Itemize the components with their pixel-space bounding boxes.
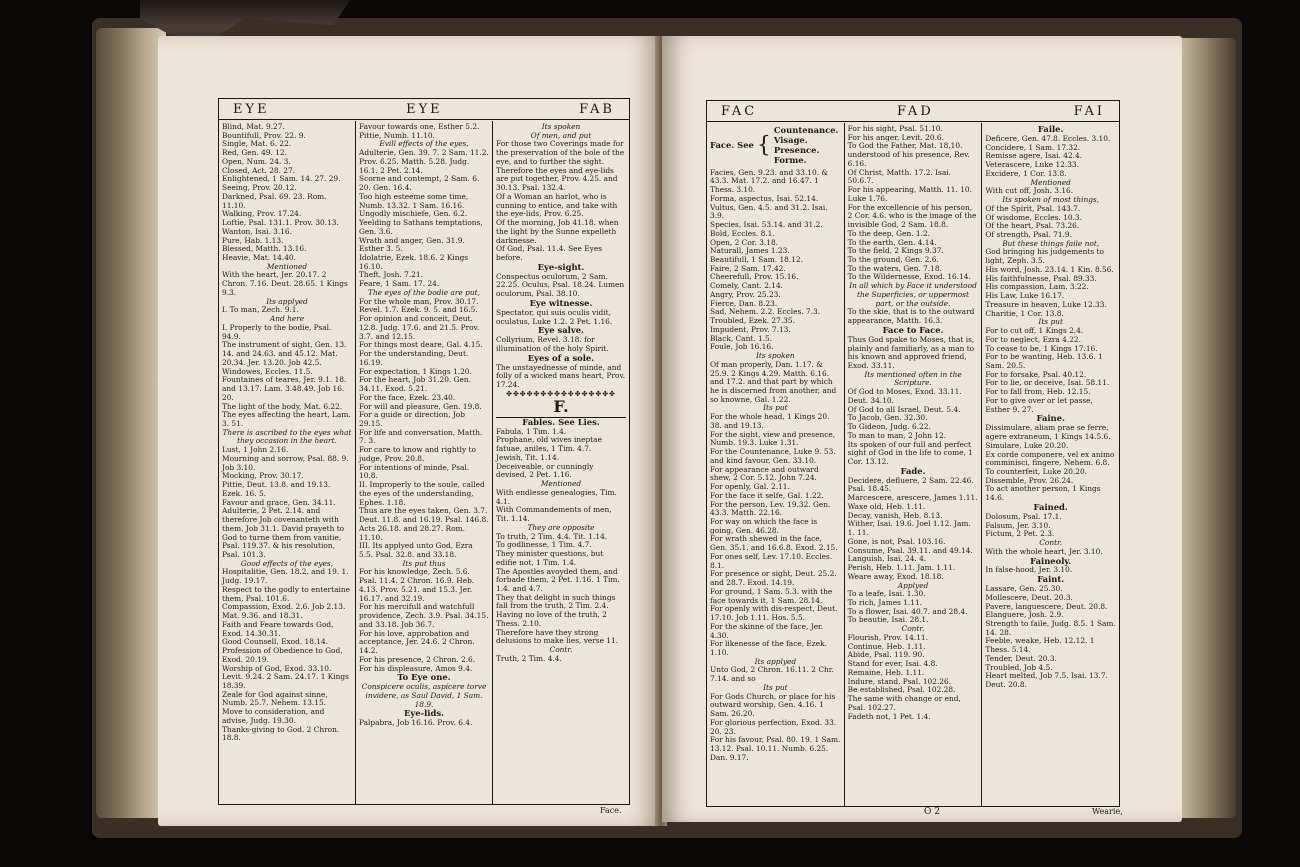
index-entry: Forma, aspectus, Isai. 52.14. bbox=[710, 193, 819, 203]
index-entry: To the ground, Gen. 2.6. bbox=[847, 255, 939, 265]
index-entry: To the earth, Gen. 4.14. bbox=[847, 237, 937, 247]
entry-subheading: Mentioned bbox=[266, 261, 308, 271]
entry-heading: Face to Face. bbox=[882, 324, 944, 335]
index-entry: Thus are the eyes taken, Gen. 3.7. Deut. 11.8. and 16.19. Psal. 146.8. Acts 26.18. and 28.27. Rom. 11.10. bbox=[359, 506, 489, 542]
index-entry: Walking, Prov. 17.24. bbox=[222, 209, 302, 219]
index-entry: Ex corde componere, vel ex animo comminisci, fingere, Nehem. 6.8. bbox=[985, 449, 1115, 468]
index-entry: Foule, Job 16.16. bbox=[710, 342, 774, 352]
index-entry: Palpabra, Job 16.16. Prov. 6.4. bbox=[359, 718, 473, 728]
header-word-1: EYE bbox=[233, 101, 270, 117]
index-entry: His word, Josh. 23.14. 1 Kin. 8.56. bbox=[985, 264, 1114, 274]
index-entry: Wither, Isai. 19.6. Joel 1.12. Jam. 1. 11. bbox=[847, 519, 971, 538]
index-entry: Red, Gen. 49. 12. bbox=[222, 148, 287, 158]
index-entry: Languish, Isai. 24. 4. bbox=[847, 554, 927, 564]
left-running-header bbox=[219, 99, 629, 120]
index-entry: Fictum, 2 Pet. 2.3. bbox=[985, 529, 1055, 539]
entry-subheading: Its mentioned often in the Scripture. bbox=[864, 369, 962, 388]
index-entry: The eyes affecting the heart, Lam. 3. 51. bbox=[222, 410, 351, 428]
face-ref: Countenance. bbox=[773, 125, 839, 135]
entry-subheading: Its applyed bbox=[266, 296, 308, 306]
index-entry: To the skie, that is to the outward appearance, Matth. 16.3. bbox=[847, 307, 975, 326]
entry-subheading: Its spoken bbox=[756, 351, 795, 361]
index-entry: Bold, Eccles. 8.1. bbox=[710, 228, 775, 238]
index-entry: Of God to Moses, Exod. 33.11. Deut. 34.10. bbox=[847, 387, 962, 405]
entry-subheading: Mentioned bbox=[1030, 177, 1071, 187]
header-word-1: FAC bbox=[721, 103, 758, 119]
index-entry: Darkned, Psal. 69. 23. Rom. 11.10. bbox=[222, 191, 327, 210]
index-entry: Feeble, weake, Heb. 12.12. 1 Thess. 5.14. bbox=[985, 636, 1095, 655]
right-page bbox=[662, 36, 1182, 822]
index-entry: Consume, Psal. 39.11. and 49.14. bbox=[847, 545, 973, 555]
index-entry: The unstayednesse of minde, and folly of a wicked mans heart, Prov. 17.24. bbox=[496, 362, 626, 389]
index-entry: Abide, Psal. 119. 90. bbox=[847, 650, 925, 660]
index-entry: To God the Father, Mat. 18.10. understood of his presence, Rev. 6.16. bbox=[847, 141, 970, 168]
index-entry: With the whole heart, Jer. 3.10. bbox=[985, 546, 1103, 556]
signature-mark: O 2 bbox=[924, 807, 940, 817]
index-entry: Perish, Heb. 1.11. Jam. 1.11. bbox=[847, 563, 956, 573]
index-entry: Marcescere, arescere, James 1.11. bbox=[847, 493, 978, 503]
index-entry: With cut off, Josh. 3.16. bbox=[985, 186, 1074, 196]
index-entry: For to lie, or deceive, Isai. 58.11. bbox=[985, 378, 1110, 388]
index-entry: To act another person, 1 Kings 14.6. bbox=[985, 484, 1101, 503]
index-entry: With the heart, Jer. 20.17. 2 Chron. 7.16. Deut. 28.65. 1 Kings 9.3. bbox=[222, 270, 348, 297]
index-entry: Strength to faile, Judg. 8.5. 1 Sam. 14. 28. bbox=[985, 618, 1116, 637]
entry-subheading: Its spoken of most things, bbox=[1002, 195, 1100, 205]
index-entry: Of the morning, Job 41.18. when the light by the Sunne expelleth darknesse. bbox=[496, 218, 619, 245]
index-entry: Decay, vanish, Heb. 8.13. bbox=[847, 510, 943, 520]
section-letter: F. bbox=[553, 396, 569, 416]
index-entry: Good Counsell, Exod. 18.14. bbox=[222, 637, 329, 647]
index-entry: Charitie, 1 Cor. 13.8. bbox=[985, 308, 1064, 318]
index-entry: Thus God spake to Moses, that is, plainly and familiarly, as a man to his known and approved friend, Exod. 33.11. bbox=[847, 334, 975, 370]
index-entry: To truth, 2 Tim. 4.4. Tit. 1.14. bbox=[496, 531, 608, 541]
index-entry: To Jacob, Gen. 32.30. bbox=[847, 413, 928, 423]
index-entry: For the excellencie of his person, 2 Cor. 4.6. who is the image of the invisible God, 2 Sam. 18.8. bbox=[847, 202, 977, 230]
entry-subheading: Contr. bbox=[901, 624, 925, 634]
index-entry: Fadeth not, 1 Pet. 1.4. bbox=[847, 711, 931, 721]
index-entry: Impudent, Prov. 7.13. bbox=[710, 324, 791, 334]
index-entry: Wanton, Isai. 3.16. bbox=[222, 226, 292, 236]
index-entry: Cheerefull, Prov. 15.16. bbox=[710, 272, 799, 282]
left-page-frame bbox=[218, 98, 630, 805]
index-entry: For his mercifull and watchfull providence, Zech. 3.9. Psal. 34.15. and 33.18. Job 36.7. bbox=[359, 602, 489, 629]
index-entry: Open, 2 Cor. 3.18. bbox=[710, 237, 779, 247]
index-entry: For his presence, 2 Chron. 2.6. bbox=[359, 654, 476, 664]
index-entry: Sad, Nehem. 2.2. Eccles. 7.3. bbox=[710, 307, 821, 317]
index-entry: Of strength, Psal. 71.9. bbox=[985, 229, 1072, 239]
index-entry: For Gods Church, or place for his outward worship, Gen. 4.16. 1 Sam. 26.20. bbox=[710, 691, 836, 719]
index-entry: Mollescere, Deut. 20.3. bbox=[985, 592, 1073, 602]
entry-heading: Fade. bbox=[900, 465, 926, 476]
entry-subheading: There is ascribed to the eyes what they occasion in the heart. bbox=[222, 427, 352, 446]
index-entry: For will and pleasure, Gen. 19.8. bbox=[359, 401, 482, 411]
header-word-3: FAI bbox=[1073, 103, 1105, 119]
index-entry: Prophane, old wives ineptae fatuae, aniles, 1 Tim. 4.7. bbox=[496, 435, 602, 454]
index-entry: Jewish, Tit. 1.14. bbox=[496, 452, 560, 462]
index-entry: Hospitalitie, Gen. 18.2. and 19. 1. Judg. 19.17. bbox=[222, 567, 349, 586]
index-entry: For his favour, Psal. 80. 19. 1 Sam. 13.12. Psal. 10.11. Numb. 6.25. Dan. 9.17. bbox=[710, 735, 841, 762]
index-entry: Unto God, 2 Chron. 16.11. 2 Chr. 7.14. and so bbox=[710, 665, 834, 684]
index-entry: For life and conversation, Matth. 7. 3. bbox=[359, 427, 483, 446]
index-entry: Indure, stand, Psal. 102.26. bbox=[847, 676, 952, 686]
index-entry: For intentions of minde, Psal. 10.8. bbox=[359, 462, 470, 481]
face-ref: Forme. bbox=[773, 154, 807, 165]
index-entry: Respect to the godly to entertaine them, Psal. 101.6. bbox=[222, 584, 350, 603]
index-entry: For openly with dis-respect, Deut. 17.10. Job 1.11. Hos. 5.5. bbox=[710, 604, 838, 623]
index-entry: Comely, Cant. 2.14. bbox=[710, 281, 784, 291]
entry-subheading: Its put thus bbox=[402, 558, 446, 568]
entry-subheading: Of men, and put bbox=[530, 130, 592, 140]
index-entry: They that delight in such things fall from the truth, 2 Tim. 2.4. bbox=[496, 592, 616, 611]
right-running-header bbox=[707, 101, 1119, 122]
index-entry: Ungodly mischiefe, Gen. 6.2. bbox=[359, 209, 468, 219]
index-entry: Falsum, Jer. 3.10. bbox=[985, 520, 1051, 530]
entry-subheading: The eyes of the bodie are put, bbox=[368, 287, 480, 297]
index-entry: Heavie, Mat. 14.40. bbox=[222, 253, 296, 263]
index-entry: To beautie, Isai. 28.1. bbox=[847, 615, 929, 625]
index-entry: To a flower, Isai. 40.7. and 28.4. bbox=[847, 606, 968, 616]
face-ref: Presence. bbox=[773, 144, 820, 155]
index-entry: To rich, James 1.11. bbox=[847, 598, 923, 607]
index-entry: For way on which the face is going, Gen. 46.28. bbox=[710, 517, 818, 535]
face-heading-word: Face. See bbox=[710, 139, 754, 150]
index-entry: For to cut off, 1 Kings 2.4. bbox=[985, 326, 1084, 336]
entry-subheading: Its applyed bbox=[754, 656, 797, 666]
index-entry: For things most deare, Gal. 4.15. bbox=[359, 340, 483, 350]
face-heading bbox=[710, 126, 841, 166]
index-entry: For to be wanting, Heb. 13.6. 1 Sam. 20.5. bbox=[985, 352, 1103, 370]
index-entry: Truth, 2 Tim. 4.4. bbox=[496, 653, 562, 663]
index-entry: To the deep, Gen. 1.2. bbox=[847, 228, 931, 238]
right-column-1 bbox=[707, 123, 845, 806]
index-entry: For those two Coverings made for the preservation of the bole of the eye, and to further the sight. Therefore the eyes and eye-lids are put together, Prov. 4.25. and 30.13. Psal. 132.4. bbox=[496, 139, 625, 193]
index-entry: Remaine, Heb. 1.11. bbox=[847, 667, 925, 677]
index-entry: Open, Num. 24. 3. bbox=[222, 156, 291, 166]
index-entry: For likenesse of the face, Ezek. 1.10. bbox=[710, 639, 827, 658]
entry-heading: Eye-sight. bbox=[537, 261, 585, 272]
index-entry: Mourning and sorrow, Psal. 88. 9. Job 3.10. bbox=[222, 453, 349, 472]
index-entry: Blind, Mat. 9.27. bbox=[222, 122, 285, 131]
index-entry: They minister questions, but edifie not, 1 Tim. 1.4. bbox=[496, 549, 604, 567]
entry-heading: Fables. See Lies. bbox=[522, 416, 600, 427]
index-entry: Lust, 1 John 2.16. bbox=[222, 445, 289, 455]
index-entry: For the heart, Job 31.20. Gen. 34.11. Exod. 5.21. bbox=[359, 375, 471, 394]
index-entry: Pittie, Numb. 11.10. bbox=[359, 130, 435, 140]
entry-subheading: Its put bbox=[1038, 317, 1063, 327]
entry-subheading: Mentioned bbox=[540, 479, 582, 489]
index-entry: Lassare, Gen. 25.30. bbox=[985, 584, 1063, 594]
index-entry: Scorne and contempt, 2 Sam. 6. 20. Gen. 16.4. bbox=[359, 174, 480, 193]
index-entry: God bringing his judgements to light, Zeph. 3.5. bbox=[985, 247, 1104, 266]
index-entry: Conspectus oculorum, 2 Sam. 22.25. Oculus, Psal. 18.24. Lumen oculorum, Psal. 38.10. bbox=[496, 271, 625, 299]
entry-subheading: And here bbox=[269, 314, 305, 324]
index-entry: Thanks-giving to God, 2 Chron. 18.8. bbox=[222, 724, 340, 743]
index-entry: Pittie, Deut. 13.8. and 19.13. Ezek. 16. 5. bbox=[222, 480, 331, 498]
index-entry: For the understanding, Deut. 16.19. bbox=[359, 349, 469, 367]
entry-heading: Faine. bbox=[1036, 413, 1065, 424]
index-entry: For the face it selfe, Gal. 1.22. bbox=[710, 490, 824, 500]
index-entry: Black, Cant. 1.5. bbox=[710, 333, 773, 343]
entry-subheading: Contr. bbox=[1039, 538, 1063, 548]
index-entry: For the Countenance, Luke 9. 53. and kind favour, Gen. 33.10. bbox=[710, 447, 836, 465]
brace-icon: { bbox=[756, 132, 771, 158]
right-page-frame bbox=[706, 100, 1120, 807]
index-entry: To cease to be, 1 Kings 17.16. bbox=[985, 343, 1098, 353]
index-entry: For his appearing, Matth. 11. 10. Luke 1.76. bbox=[847, 185, 972, 203]
index-entry: Excidere, 1 Cor. 13.8. bbox=[985, 168, 1067, 178]
index-entry: Remisse agere, Isai. 42.4. bbox=[985, 151, 1083, 161]
index-entry: To man to man, 2 John 12. bbox=[847, 430, 947, 440]
index-entry: Continue, Heb. 1.11. bbox=[847, 641, 926, 651]
index-entry: The instrument of sight, Gen. 13. 14. and 24.63. and 45.12. Mat. 20.34. Jer. 13.20. Job 42.5. bbox=[222, 340, 347, 367]
entry-subheading: Good effects of the eyes, bbox=[240, 558, 334, 568]
left-page bbox=[158, 36, 660, 826]
index-entry: Pure, Hab. 1.13. bbox=[222, 235, 284, 245]
right-catchword: Wearie, bbox=[1092, 807, 1123, 816]
index-entry: Dolosum, Psal. 17.1. bbox=[985, 511, 1062, 521]
index-entry: For appearance and outward shew, 2 Cor. 5.12. John 7.24. bbox=[710, 464, 819, 483]
index-entry: Deficere, Gen. 47.8. Eccles. 3.10. bbox=[985, 133, 1111, 143]
index-entry: Wrath and anger, Gen. 31.9. Esther 3. 5. bbox=[359, 235, 465, 254]
index-entry: Troubled, Job 4.5. bbox=[985, 662, 1053, 672]
entry-subheading: Applyed bbox=[897, 580, 929, 590]
left-columns bbox=[219, 121, 629, 804]
left-column-1 bbox=[219, 121, 356, 804]
index-entry: For his displeasure, Amos 9.4. bbox=[359, 663, 473, 673]
index-entry: For his anger, Levit. 20.6. bbox=[847, 132, 944, 142]
index-entry: Adulterie, 2 Pet. 2.14. and therefore Job covenanteth with them, Job 31.1. David prayeth to God to turne them from vanitie, Psal. 119.37. & his resolution, Psal. 101.3. bbox=[222, 506, 345, 559]
index-entry: Faire, 2 Sam. 17.42. bbox=[710, 263, 786, 273]
index-entry: Too high esteeme some time, Numb. 13.32. 1 Sam. 16.16. bbox=[359, 191, 469, 210]
index-entry: For presence or sight, Deut. 25.2. and 28.7. Exod. 14.19. bbox=[710, 569, 837, 588]
index-entry: To counterfeit, Luke 20.20. bbox=[985, 466, 1088, 476]
index-entry: Closed, Act. 28. 27. bbox=[222, 165, 296, 175]
entry-subheading: They are opposite bbox=[527, 522, 595, 532]
index-entry: Enlightened, 1 Sam. 14. 27. 29. bbox=[222, 174, 341, 184]
index-entry: Its spoken of our full and perfect sight of God in the life to come, 1 Cor. 13.12. bbox=[847, 439, 973, 467]
index-entry: Elanguere, Josh. 2.9. bbox=[985, 610, 1064, 620]
index-entry: Bountifull, Prov. 22. 9. bbox=[222, 130, 306, 140]
index-entry: Weare away, Exod. 18.18. bbox=[847, 571, 944, 581]
index-entry: To godlinesse, 1 Tim. 4.7. bbox=[496, 540, 592, 550]
left-column-2 bbox=[356, 121, 493, 804]
index-entry: Favour and grace, Gen. 34.11. bbox=[222, 497, 336, 507]
ornament-row: ✤✤✤✤✤✤✤✤✤✤✤✤✤✤✤✤ bbox=[506, 389, 616, 398]
index-entry: Pavere, languescere, Deut. 20.8. bbox=[985, 601, 1108, 611]
index-entry: Seeing, Prov. 20.12. bbox=[222, 183, 297, 193]
index-entry: His compassion, Lam. 3.22. bbox=[985, 282, 1089, 292]
index-entry: For care to know and rightly to judge, Prov. 20.8. bbox=[359, 445, 476, 463]
index-entry: Faith and Feare towards God, Exod. 14.30.31. bbox=[222, 619, 334, 638]
header-word-3: FAB bbox=[579, 101, 615, 117]
index-entry: Single, Mat. 6. 22. bbox=[222, 139, 292, 149]
face-heading-refs bbox=[774, 126, 839, 166]
entry-subheading: In all which by Face it understood the Superficies, or uppermost part, or the outside. bbox=[849, 281, 977, 308]
entry-heading: Faint. bbox=[1037, 574, 1065, 585]
index-entry: For glorious perfection, Exod. 33. 20. 23. bbox=[710, 717, 837, 736]
index-entry: Fabula, 1 Tim. 1.4. bbox=[496, 426, 567, 436]
index-entry: I. To man, Zech. 9.1. bbox=[222, 305, 299, 315]
index-entry: Spectator, qui suis oculis vidit, oculatus, Luke 1.2. 2 Pet. 1.16. bbox=[496, 307, 613, 326]
index-entry: To the Wildernesse, Exod. 16.14. bbox=[847, 272, 971, 282]
entry-heading: Faineoly. bbox=[1030, 555, 1072, 566]
right-columns bbox=[707, 123, 1119, 806]
index-entry: Fountaines of teares, Jer. 9.1. 18. and 13.17. Lam. 3.48.49. Job 16. 20. bbox=[222, 375, 347, 402]
index-entry: With endlesse genealogies, Tim. 4.1. bbox=[496, 487, 617, 506]
index-entry: For the person, Lev. 19.32. Gen. 43.3. Matth. 22.16. bbox=[710, 499, 831, 518]
index-entry: Worship of God, Exod. 33.10. Levit. 9.24. 2 Sam. 24.17. 1 Kings 18.39. bbox=[222, 663, 349, 690]
entry-subheading: Its spoken bbox=[541, 122, 581, 131]
index-entry: Yeelding to Sathans temptations, Gen. 3.6. bbox=[359, 218, 483, 236]
index-entry: Of Christ, Matth. 17.2. Isai. 50.6.7. bbox=[847, 167, 951, 186]
right-column-2 bbox=[845, 123, 983, 806]
index-entry: For a guide or direction, Job 29.15. bbox=[359, 410, 465, 428]
entry-subheading: Its put bbox=[763, 682, 788, 692]
entry-subheading: Its put bbox=[763, 403, 788, 413]
entry-heading: To Eye one. bbox=[397, 672, 451, 683]
index-entry: For wrath shewed in the face, Gen. 35.1. and 16.6.8. Exod. 2.15. bbox=[710, 534, 838, 553]
entry-heading: Eye witnesse. bbox=[529, 297, 593, 308]
index-entry: Heart melted, Job 7.5. Isai. 13.7. Deut. 20.8. bbox=[985, 671, 1108, 690]
index-entry: Be established, Psal. 102.28. bbox=[847, 685, 956, 695]
index-entry: Of the Spirit, Psal. 143.7. bbox=[985, 203, 1081, 213]
index-entry: For to neglect, Ezra 4.22. bbox=[985, 334, 1081, 344]
index-entry: Feare, 1 Sam. 17. 24. bbox=[359, 279, 440, 289]
header-word-2: EYE bbox=[406, 101, 443, 117]
index-entry: Of God, Psal. 11.4. See Eyes before. bbox=[496, 244, 603, 263]
index-entry: Move to consideration, and advise, Judg. 19.30. bbox=[222, 707, 325, 725]
entry-subheading: Conspicere oculis, aspicere torve invidere, as Saul David, 1 Sam. 18.9. bbox=[361, 682, 487, 709]
index-entry: Species, Isai. 53.14. and 31.2. bbox=[710, 220, 823, 230]
index-entry: Profession of Obedience to God, Exod. 20.19. bbox=[222, 646, 343, 664]
index-entry: To the waters, Gen. 7.18. bbox=[847, 263, 942, 273]
index-entry: Troubled, Ezek. 27.35. bbox=[710, 316, 795, 326]
index-entry: Gone, is not, Psal. 103.16. bbox=[847, 536, 946, 546]
index-entry: For his sight, Psal. 51.10. bbox=[847, 124, 943, 133]
index-entry: To Gideon, Judg. 6.22. bbox=[847, 422, 931, 432]
index-entry: For to forsake, Psal. 40.12. bbox=[985, 369, 1087, 379]
index-entry: His Law, Luke 16.17. bbox=[985, 291, 1065, 301]
index-entry: Waxe old, Heb. 1.11. bbox=[847, 501, 926, 511]
index-entry: II. Improperly to the soule, called the eyes of the understanding, Ephes. 1.18. bbox=[359, 480, 485, 507]
index-entry: Favour towards one, Esther 5.2. bbox=[359, 122, 480, 131]
index-entry: Therefore have they strong delusions to make lies, verse 11. bbox=[496, 627, 619, 646]
index-entry: Blessed, Matth. 13.16. bbox=[222, 244, 307, 254]
entry-heading: Eyes of a sole. bbox=[527, 352, 595, 363]
index-entry: For the whole man, Prov. 30.17. Revel. 1.7. Ezek. 9. 5. and 16.5. bbox=[359, 296, 479, 315]
index-entry: For ground, 1 Sam. 5.3. with the face towards it, 1 Sam. 28.14. bbox=[710, 586, 833, 605]
index-entry: Loftie, Psal. 131.1. Prov. 30.13. bbox=[222, 218, 339, 228]
index-entry: To a leafe, Isai. 1.30. bbox=[847, 589, 926, 599]
index-entry: His faithfulnesse, Psal. 89.33. bbox=[985, 273, 1097, 283]
index-entry: Of God to all Israel, Deut. 5.4. bbox=[847, 404, 961, 414]
index-entry: Collyrium, Revel. 3.18. for illumination of the holy Spirit. bbox=[496, 335, 609, 353]
index-entry: Fierce, Dan. 8.23. bbox=[710, 298, 778, 308]
index-entry: The same with change or end, Psal. 102.27. bbox=[847, 694, 961, 712]
index-entry: Of man properly, Dan. 1.17. & 25.9. 2 Kings 4.29. Matth. 6.16. and 17.2. and that part by which he is discerned from another, and so knowne, Gal. 1.22. bbox=[710, 359, 837, 404]
index-entry: Theft, Josh. 7.21. bbox=[359, 270, 423, 280]
index-entry: Stand for ever, Isai. 4.8. bbox=[847, 659, 938, 669]
entry-subheading: Contr. bbox=[549, 645, 573, 655]
index-entry: Concidere, 1 Sam. 17.32. bbox=[985, 142, 1081, 152]
index-entry: For to fall from, Heb. 12.15. bbox=[985, 387, 1091, 397]
index-entry: Tender, Deut. 20.3. bbox=[985, 653, 1057, 663]
header-word-2: FAD bbox=[897, 103, 934, 119]
entry-heading: Eye-lids. bbox=[404, 708, 444, 719]
index-entry: For the face, Ezek. 23.40. bbox=[359, 392, 456, 402]
index-entry: I. Properly to the bodie, Psal. 94.9. bbox=[222, 322, 332, 341]
entry-subheading: Evill effects of the eyes, bbox=[379, 139, 469, 149]
entry-subheading: But these things faile not, bbox=[1002, 238, 1100, 248]
entry-heading: Eye salve. bbox=[538, 325, 584, 336]
index-entry: Compassion, Exod. 2.6. Job 2.13. Mat. 9.36. and 18.31. bbox=[222, 602, 346, 621]
entry-heading: Fained. bbox=[1033, 501, 1068, 512]
index-entry: Adulterie, Gen. 39. 7. 2 Sam. 11.2. Prov. 6.25. Matth. 5.28. Judg. 16.1. 2 Pet. 2.14. bbox=[359, 148, 489, 175]
index-entry: Vultus, Gen. 4.5. and 31.2. Isai. 3.9. bbox=[710, 202, 828, 221]
right-column-1-entries bbox=[710, 169, 841, 763]
index-entry: Angry, Prov. 25.23. bbox=[710, 289, 781, 299]
right-column-3 bbox=[982, 123, 1119, 806]
index-entry: The Apostles avoyded them, and forbade them, 2 Pet. 1.16. 1 Tim. 1.4. and 4.7. bbox=[496, 566, 620, 593]
left-catchword: Face. bbox=[600, 806, 622, 815]
index-entry: With Commandements of men, Tit. 1.14. bbox=[496, 505, 612, 524]
index-entry: Of a Woman an harlot, who is cunning to entice, and take with the eye-lids, Prov. 6.25. bbox=[496, 191, 618, 219]
index-entry: For to give over or let passe, Esther 9. 27. bbox=[985, 395, 1093, 414]
index-entry: For the whole head, 1 Kings 20. 38. and 19.13. bbox=[710, 412, 830, 430]
index-entry: For his knowledge, Zech. 5.6. Psal. 11.4. 2 Chron. 16.9. Heb. 4.13. Prov. 5.21. and 15.3. Jer. 16.17. and 32.19. bbox=[359, 567, 475, 603]
index-entry: For the sight, view and presence, Numb. 19.3. Luke 1.31. bbox=[710, 429, 836, 448]
face-ref: Visage. bbox=[773, 134, 808, 145]
index-entry: Idolatrie, Ezek. 18.6. 2 Kings 16.10. bbox=[359, 253, 469, 271]
index-entry: Having no love of the truth, 2 Thess. 2.10. bbox=[496, 610, 607, 628]
index-entry: Simulare, Luke 20.20. bbox=[985, 440, 1069, 450]
index-entry: Deceiveable, or cunningly devised, 2 Pet. 1.16. bbox=[496, 461, 594, 480]
index-entry: Veterascere, Luke 12.33. bbox=[985, 160, 1079, 170]
index-entry: Windowes, Eccles. 11.5. bbox=[222, 366, 313, 376]
index-entry: Of wisdome, Eccles. 10.3. bbox=[985, 212, 1082, 222]
index-entry: Dissemble, Prov. 26.24. bbox=[985, 475, 1074, 485]
page-edges-left bbox=[96, 28, 166, 818]
index-entry: For ones self, Lev. 17.10. Eccles. 8.1. bbox=[710, 551, 833, 570]
index-entry: Flourish, Prov. 14.11. bbox=[847, 632, 928, 642]
entry-heading: Faile. bbox=[1037, 124, 1064, 134]
index-entry: For expectation, 1 Kings 1.20. bbox=[359, 366, 472, 376]
index-entry: Mocking, Prov. 30.17. bbox=[222, 471, 304, 481]
index-entry: To the field, 2 Kings 9.37. bbox=[847, 246, 944, 256]
index-entry: Beautifull, 1 Sam. 18.12. bbox=[710, 254, 803, 264]
index-entry: The light of the body, Mat. 6.22. bbox=[222, 401, 343, 411]
index-entry: Facies, Gen. 9.23. and 33.10. & 43.3. Mat. 17.2. and 16.47. 1 Thess. 3.10. bbox=[710, 167, 828, 195]
index-entry: For the skinne of the face, Jer. 4.30. bbox=[710, 621, 824, 640]
index-entry: Naturall, James 1.23. bbox=[710, 246, 790, 256]
index-entry: For opinion and conceit, Deut. 12.8. Judg. 17.6. and 21.5. Prov. 3.7. and 12.15. bbox=[359, 314, 480, 341]
index-entry: For openly, Gal. 2.11. bbox=[710, 482, 790, 492]
index-entry: In false-hood, Jer. 3.10. bbox=[985, 565, 1073, 575]
index-entry: Decidere, defluere, 2 Sam. 22.46. Psal. 18.45. bbox=[847, 475, 974, 494]
index-entry: Treasure in heaven, Luke 12.33. bbox=[985, 299, 1107, 309]
index-entry: For his love, approbation and acceptance, Jer. 24.6. 2 Chron. 14.2. bbox=[359, 628, 475, 656]
index-entry: Zeale for God against sinne, Numb. 25.7. Nehem. 13.15. bbox=[222, 689, 328, 708]
index-entry: Of the heart, Psal. 73.26. bbox=[985, 221, 1080, 231]
left-column-3 bbox=[493, 121, 629, 804]
index-entry: Dissimulare, aliam prae se ferre, agere extraneum, 1 Kings 14.5.6. bbox=[985, 423, 1111, 442]
index-entry: III. Its applyed unto God, Ezra 5.5. Psal. 32.8. and 33.18. bbox=[359, 541, 473, 559]
